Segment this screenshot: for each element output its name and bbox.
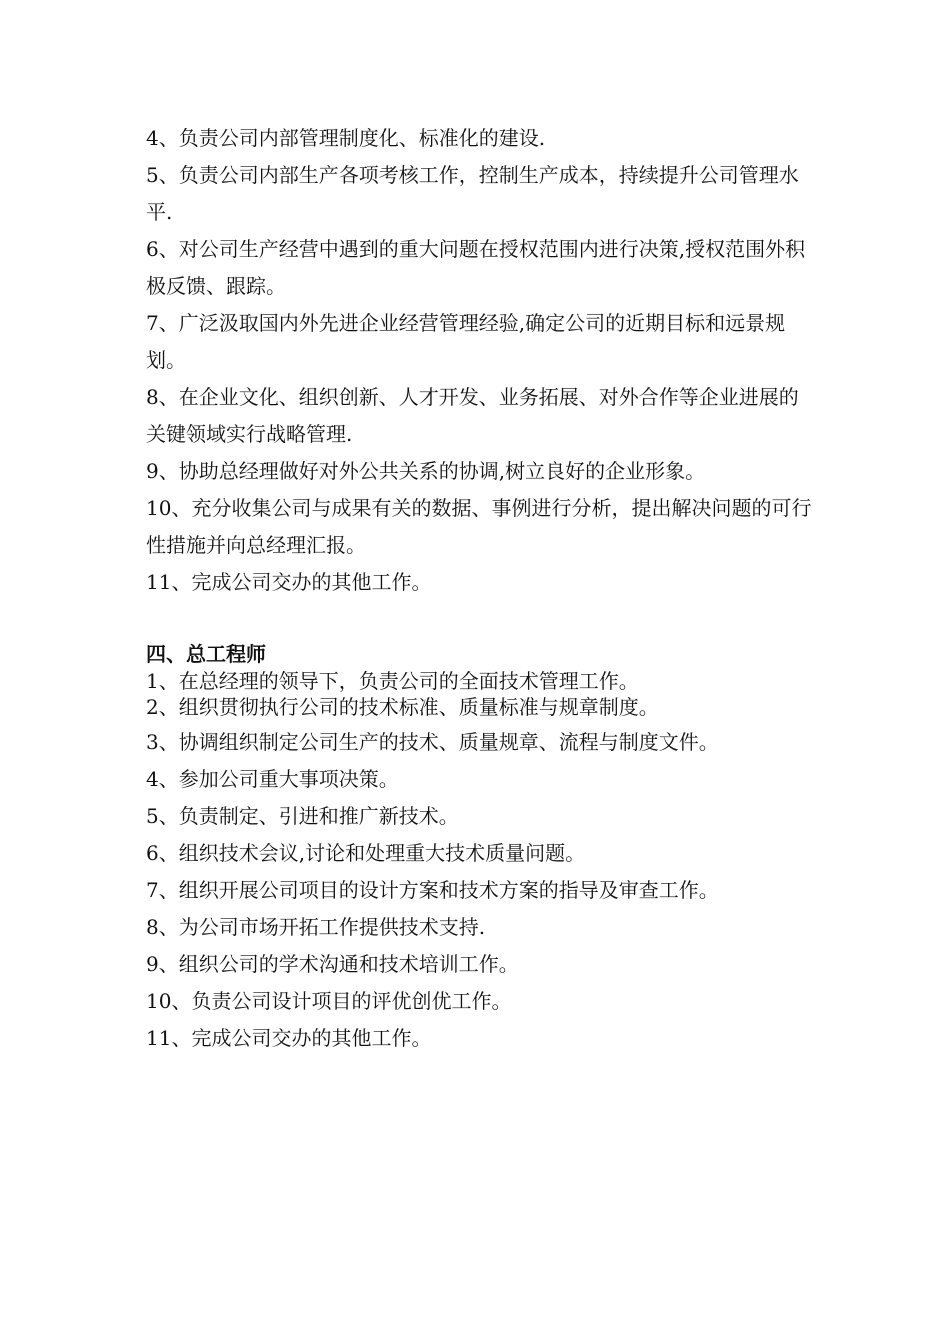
chief-engineer-duties-list [146, 724, 816, 1057]
list-item: 5、负责制定、引进和推广新技术。 [146, 804, 459, 828]
list-item: 11、完成公司交办的其他工作。 [146, 570, 432, 594]
section-heading: 四、总工程师 [146, 642, 266, 666]
list-item: 5、负责公司内部生产各项考核工作，控制生产成本，持续提升公司管理水平. [146, 163, 799, 224]
list-item: 8、为公司市场开拓工作提供技术支持. [146, 915, 486, 939]
list-item: 7、广泛汲取国内外先进企业经营管理经验,确定公司的近期目标和远景规划。 [146, 311, 786, 372]
list-item: 7、组织开展公司项目的设计方案和技术方案的指导及审查工作。 [146, 878, 719, 902]
list-item: 11、完成公司交办的其他工作。 [146, 1026, 432, 1050]
list-item: 9、协助总经理做好对外公共关系的协调,树立良好的企业形象。 [146, 459, 706, 483]
list-item: 3、协调组织制定公司生产的技术、质量规章、流程与制度文件。 [146, 730, 719, 754]
chief-engineer-section [146, 640, 816, 720]
list-item: 8、在企业文化、组织创新、人才开发、业务拓展、对外合作等企业进展的关键领域实行战略管理. [146, 385, 799, 446]
list-item: 1、在总经理的领导下，负责公司的全面技术管理工作。 [146, 669, 639, 693]
list-item: 4、参加公司重大事项决策。 [146, 767, 399, 791]
list-item: 2、组织贯彻执行公司的技术标准、质量标准与规章制度。 [146, 695, 659, 719]
list-item: 4、负责公司内部管理制度化、标准化的建设. [146, 126, 546, 150]
duties-list-continued [146, 120, 816, 601]
list-item: 6、组织技术会议,讨论和处理重大技术质量问题。 [146, 841, 586, 865]
list-item: 6、对公司生产经营中遇到的重大问题在授权范围内进行决策,授权范围外积极反馈、跟踪。 [146, 237, 806, 298]
list-item: 10、充分收集公司与成果有关的数据、事例进行分析，提出解决问题的可行性措施并向总经理汇报。 [146, 496, 812, 557]
list-item: 10、负责公司设计项目的评优创优工作。 [146, 989, 512, 1013]
list-item: 9、组织公司的学术沟通和技术培训工作。 [146, 952, 519, 976]
